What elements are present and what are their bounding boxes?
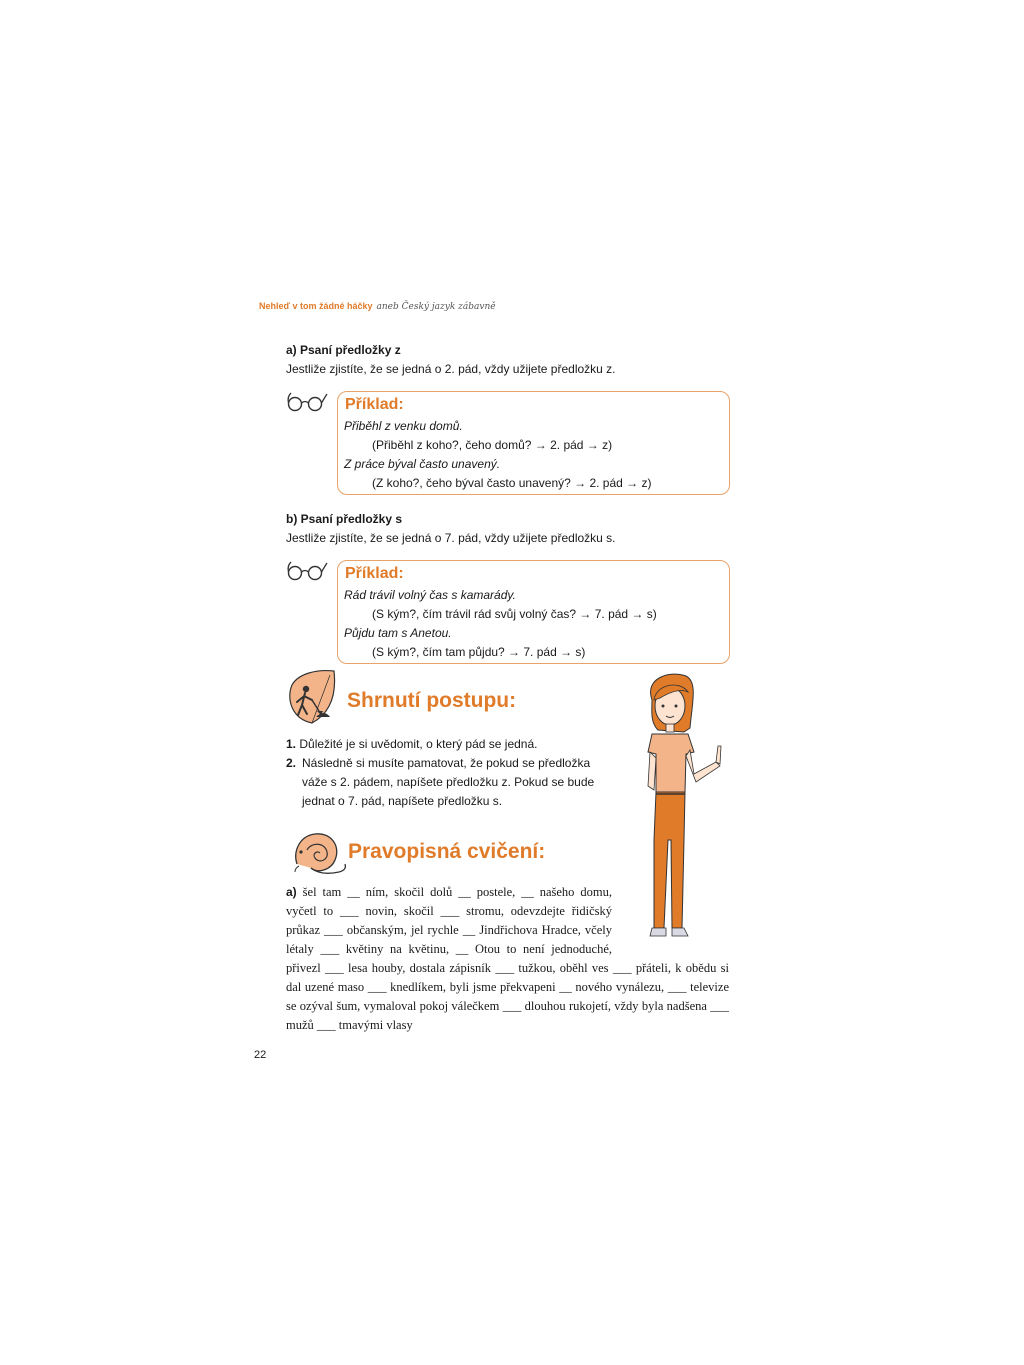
section-a-title: a) Psaní předložky z — [286, 343, 401, 357]
example-box-a — [337, 391, 730, 495]
example-sentence: Rád trávil volný čas s kamarády. — [344, 588, 516, 602]
example-box-b — [337, 560, 730, 664]
page-number: 22 — [254, 1049, 267, 1061]
header-subtitle: aneb Český jazyk zábavně — [376, 302, 496, 312]
digging-leaf-icon — [286, 669, 338, 725]
exercise-label: a) — [286, 885, 297, 899]
example-sentence: Přiběhl z venku domů. — [344, 419, 463, 433]
example-question: (S kým?, čím trávil rád svůj volný čas? → 7. pád → s) — [372, 607, 657, 621]
section-b-text: Jestliže zjistíte, že se jedná o 7. pád, vždy užijete předložku s. — [286, 531, 616, 545]
item-text: Důležité je si uvědomit, o který pád se jedná. — [299, 737, 538, 751]
item-text: Následně si musíte pamatovat, že pokud se předložka váže s 2. pádem, napíšete předložku z. Pokud se bude jednat o 7. pád, napíšete předložku s. — [302, 756, 595, 808]
section-a-text: Jestliže zjistíte, že se jedná o 2. pád, vždy užijete předložku z. — [286, 362, 616, 376]
glasses-icon — [285, 391, 329, 413]
exercise-text: šel tam __ ním, skočil dolů __ postele, __ našeho domu, vyčetl to ___ novin, skočil ___ stromu, odevzdejte řidičský průkaz ___ občanským, jel rychle __ Jindřichova Hradce, včely létaly ___ květiny na květinu, __ Otou to není jednoduché, přivezl ___ lesa houby, dostala zápisník ___ tužkou, oběhl ves ___ přáteli, k obědu si dal uzené maso ___ knedlíkem, byli jsme překvapeni __ nového vynálezu, ___ televize se ozýval šum, vymaloval pokoj válečkem ___ dlouhou rukojetí, vždy byla nadšena ___ mužů ___ tmavými vlasy — [286, 885, 729, 1032]
example-question: (Z koho?, čeho býval často unavený? → 2. pád → z) — [372, 476, 652, 490]
item-number: 1. — [286, 737, 297, 751]
example-sentence: Půjdu tam s Anetou. — [344, 626, 452, 640]
snail-icon — [291, 828, 347, 878]
example-sentence: Z práce býval často unavený. — [344, 457, 501, 471]
section-b-title: b) Psaní předložky s — [286, 512, 403, 526]
item-number: 2. — [286, 756, 297, 770]
glasses-icon — [285, 560, 329, 582]
example-question: (Přiběhl z koho?, čeho domů? → 2. pád → z) — [372, 438, 613, 452]
example-label: Příklad: — [345, 396, 404, 413]
example-question: (S kým?, čím tam půjdu? → 7. pád → s) — [372, 645, 586, 659]
girl-illustration — [630, 670, 730, 942]
summary-item — [286, 735, 537, 754]
summary-title: Shrnutí postupu: — [347, 689, 517, 712]
header-title: Nehleď v tom žádné háčky — [259, 301, 373, 311]
summary-item — [286, 754, 612, 811]
example-label: Příklad: — [345, 565, 404, 582]
running-header — [259, 301, 496, 312]
exercises-title: Pravopisná cvičení: — [348, 840, 546, 863]
